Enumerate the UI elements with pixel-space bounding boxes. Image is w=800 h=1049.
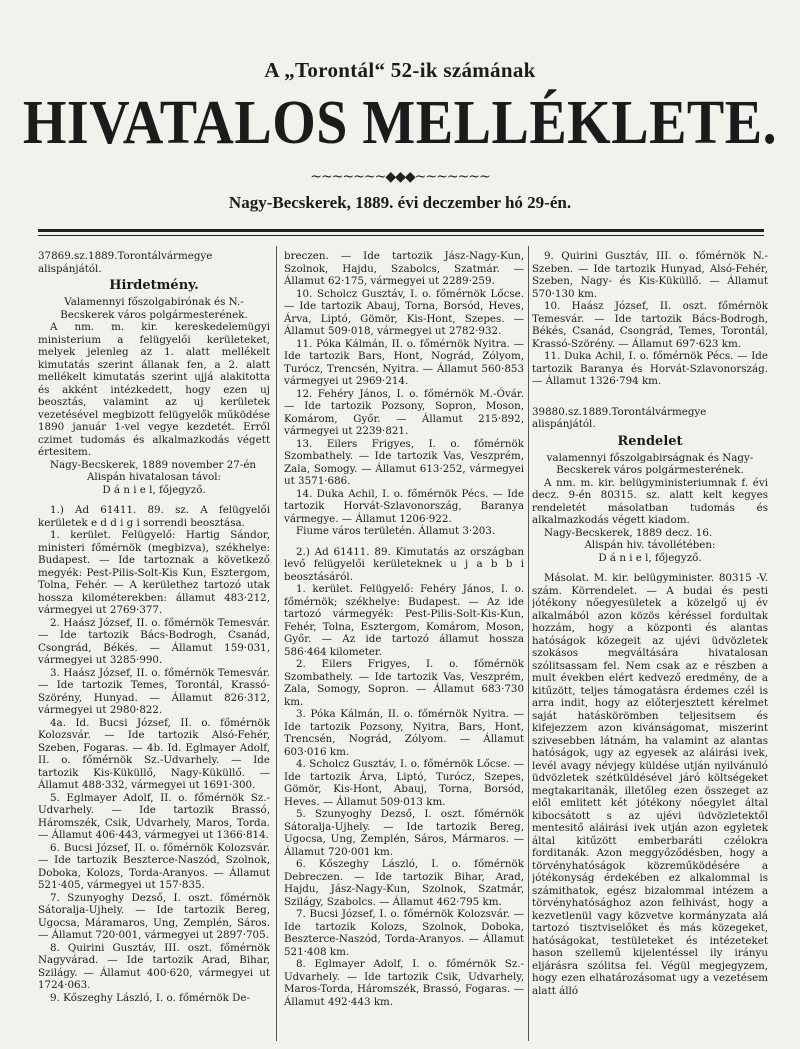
signature-line-2: D á n i e l, főjegyző. (102, 483, 206, 496)
list-item: 8. Eglmayer Adolf, I. o. főmérnök Sz.-Udvarhely. — Ide tartozik Csik, Udvarhely, Maros-Torda, Háromszék, Brassó, Fogaras. — Államut 492·443 km. (284, 958, 524, 1008)
notice-addressee: Valamennyi főszolgabirónak és N.-Becskerek város polgármesterének. (60, 296, 248, 321)
list-item: 9. Kőszeghy László, I. o. főmérnök De- (50, 991, 250, 1004)
notice-reference: 37869.sz.1889.Torontálvármegye alispánjától. (38, 250, 213, 275)
paragraph-date: Nagy-Becskerek, 1889 decz. 16. (544, 526, 713, 539)
decree-addressee: valamennyi főszolgabirságnak és Nagy-Becskerek város polgármesterének. (546, 451, 754, 476)
list-item: 6. Kőszeghy László, I. o. főmérnök Debreczen. — Ide tartozik Bihar, Arad, Hajdu, Jász-Nagy-Kun, Szolnok, Szatmár, Szilágy, Szabolcs. — Államut 462·795 km. (284, 858, 524, 908)
paragraph: A nm. m. kir. belügyministeriumnak f. évi decz. 9-én 80315. sz. alatt kelt kegyes rendeletét másolatban tudomás és alkalmazkodás végett kiadom. (532, 476, 768, 526)
header-line-1: A „Torontál“ 52-ik számának (264, 58, 536, 82)
list-item: 14. Duka Achil, I. o. főmérnök Pécs. — Ide tartozik Horvát-Szlavonország, Baranya vármegye. — Államut 1206·922. (284, 487, 524, 525)
list-item: 7. Bucsi József, I. o. főmérnök Kolozsvár. — Ide tartozik Kolozs, Szolnok, Doboka, Beszterce-Naszód, Torda-Aranyos. — Államut 521·408 km. (284, 908, 524, 958)
place-date-line: Nagy-Becskerek, 1889. évi deczember hó 29-én. (228, 193, 572, 212)
column-3 (532, 250, 768, 1042)
list-item: 4a. Id. Bucsi József, II. o. főmérnök Kolozsvár. — Ide tartozik Alsó-Fehér, Szeben, Fogaras. — 4b. Id. Eglmayer Adolf, II. o. főmérnök Sz.-Udvarhely. — Ide tartozik Kis-Küküllő, Nagy-Küküllő. — Államut 488·332, vármegyei ut 1691·300. (38, 716, 270, 791)
column-divider-1 (276, 246, 277, 1041)
list-item: 8. Quirini Gusztáv, III. oszt. főmérnök Nagyvárad. — Ide tartozik Arad, Bihar, Szilágy. — Államut 400·620, vármegyei ut 1724·063. (38, 941, 270, 991)
paragraph: A nm. m. kir. kereskedelemügyi ministerium a felügyelői kerületeket, melyek jelenleg az 1. alatt mellékelt kimutatás szerint állanak fen, a 2. alatt mellékelt kimutatás szerint ujjá alakitotta és akként intézkedett, hogy ezen uj beosztás, valamint az uj kerületek vezetésével megbizott felügyelők működése 1890 január 1-vel vegye kezdetét. Erről czimet tudomás és alkalmazkodás végett értesitem. (38, 321, 270, 458)
ornament-divider: ~~~~~~~◆◆◆~~~~~~~ (310, 169, 490, 185)
list-item: 10. Haász József, II. oszt. főmérnök Temesvár. — Ide tartozik Bács-Bodrogh, Békés, Csanád, Csongrád, Temes, Torontál, Krassó-Szörény. — Államut 697·623 km. (532, 300, 768, 350)
list-item: 5. Eglmayer Adolf, II. o. főmérnök Sz.-Udvarhely. — Ide tartozik Brassó, Háromszék, Csik, Udvarhely, Maros, Torda. — Államut 406·443, vármegyei ut 1366·814. (38, 791, 270, 841)
list-item: 7. Szunyoghy Dezső, I. oszt. főmérnök Sátoralja-Ujhely. — Ide tartozik Bereg, Ugocsa, Máramaros, Ung, Zemplén, Sáros. — Államut 720·001, vármegyei ut 2897·705. (38, 891, 270, 941)
list-item: 10. Scholcz Gusztáv, I. o. főmérnök Lőcse. — Ide tartozik Abauj, Torna, Borsód, Heves, Árva, Liptó, Gömör, Kis-Hont, Szepes. — Államut 509·018, vármegyei ut 2782·932. (284, 287, 524, 337)
column-1 (38, 250, 270, 1042)
section-heading: 1.) Ad 61411. 89. sz. A felügyelői kerületek e d d i g i sorrendi beosztása. (38, 504, 270, 529)
list-item: 12. Fehéry János, I. o. főmérnök M.-Óvár. — Ide tartozik Pozsony, Sopron, Moson, Komárom, Győr. — Államut 215·892, vármegyei ut 2239·821. (284, 387, 524, 437)
list-item: 3. Póka Kálmán, II. o. főmérnök Nyitra. — Ide tartozik Pozsony, Nyitra, Bars, Hont, Trencsén, Nográd, Zólyom. — Államut 603·016 km. (284, 708, 524, 758)
signature-line-2: D á n i e l, főjegyző. (598, 551, 702, 564)
column-2 (284, 250, 524, 1042)
header-rule-thick (38, 229, 764, 232)
list-item: 2. Eilers Frigyes, I. o. főmérnök Szombathely. — Ide tartozik Vas, Veszprém, Zala, Somogy, Sopron. — Államut 683·730 km. (284, 658, 524, 708)
list-item: 11. Duka Achil, I. o. főmérnök Pécs. — Ide tartozik Baranya és Horvát-Szlavonország. — Államut 1326·794 km. (532, 350, 768, 387)
list-item: 13. Eilers Frigyes, I. o. főmérnök Szombathely. — Ide tartozik Vas, Veszprém, Zala, Somogy. — Államut 613·252, vármegyei ut 3571·686. (284, 437, 524, 487)
signature-line-1: Alispán hivatalosan távol: (87, 471, 221, 483)
decree-title: Rendelet (617, 433, 683, 449)
list-item: 2. Haász József, II. o. főmérnök Temesvár. — Ide tartozik Bács-Bodrogh, Csanád, Csongrád, Békés. — Államut 159·031, vármegyei ut 3285·990. (38, 616, 270, 666)
notice-title: Hirdetmény. (109, 278, 199, 293)
document-title: HIVATALOS MELLÉKLETE. (22, 88, 778, 158)
signature-line-1: Alispán hiv. távollétében: (584, 539, 716, 551)
list-item: 11. Póka Kálmán, II. o. főmérnök Nyitra. — Ide tartozik Bars, Hont, Nográd, Zólyom, Turócz, Trencsén, Nyitra. — Államut 560·853 vármegyei ut 2969·214. (284, 337, 524, 387)
list-item: 5. Szunyoghy Dezső, I. oszt. főmérnök Sátoralja-Ujhely. — Ide tartozik Bereg, Ugocsa, Ung, Zemplén, Sáros, Mármaros. — Államut 720·001 km. (284, 808, 524, 858)
column-divider-2 (528, 246, 529, 1041)
list-item: 3. Haász József, II. o. főmérnök Temesvár. — Ide tartozik Temes, Torontál, Krassó-Szörény, Hunyad. — Államut 826·312, vármegyei ut 2980·822. (38, 666, 270, 716)
list-item: 9. Quirini Gusztáv, III. o. főmérnök N.-Szeben. — Ide tartozik Hunyad, Alsó-Fehér, Szeben, Nagy- és Kis-Küküllő. — Államut 570·130 km. (532, 250, 768, 300)
list-item: 1. kerület. Felügyelő: Hartig Sándor, ministeri főmérnök (megbizva), székhelye: Budapest. — Ide tartoznak a következő megyék: Pest-Pilis-Solt-Kis Kun, Esztergom, Tolna, Fehér. — A kerülethez tartozó utak hossza kilométerekben: államut 483·212, vármegyei ut 2769·377. (38, 529, 270, 616)
paragraph-date: Nagy-Becskerek, 1889 november 27-én (50, 458, 257, 471)
list-item: 4. Scholcz Gusztáv, I. o. főmérnök Lőcse. — Ide tartozik Árva, Liptó, Turócz, Szepes, Gömör, Kis-Hont, Abauj, Torna, Borsód, Heves. — Államut 509·013 km. (284, 758, 524, 808)
list-item: Fiume város területén. Államut 3·203. (296, 525, 496, 537)
decree-reference: 39880.sz.1889.Torontálvármegye alispánjától. (532, 405, 707, 430)
header-rule-thin (38, 235, 764, 236)
list-item: breczen. — Ide tartozik Jász-Nagy-Kun, Szolnok, Hajdu, Szabolcs, Szatmár. — Államut 62·175, vármegyei ut 2289·259. (284, 250, 524, 287)
paragraph-copy: Másolat. M. kir. belügyminister. 80315 -V. szám. Körrendelet. — A budai és pesti jótékony nőegyesületek a közelgő uj év alkalmából azon közös kéréssel fordultak hozzám, hogy a központi és alantas hatóságok közegeit az ujévi üdvözletek szokásos megváltására hivatalosan szólitsassam fel. Nem csak az e részben a mult években elért kedvező eredmény, de a kitűzött, teljes támogatásra érdemes czél is arra indit, hogy az előterjesztett kérelmet saját hatáskörömben teljesitsem és kifejezzem azon kivánságomat, miszerint szivesebben látnám, ha valamint az alantas hatóságok, ugy az egyesek az aláirási ivek, levél avagy névjegy küldése utján nyilvánuló üdvözletek szétküldésével járó költségeket megtakaritanák, illetőleg ezen összeget az elől emlitett két jótékony nőegylet által kibocsátott s az ujévi üdvözletektől mentesitő aláirási ivek utján azon egyletek által kitűzött emberbaráti czélokra forditanák. Azon meggyőződésben, hogy a törvényhatóságok közreműködésére a jótékonyság érdekében ez alkalommal is számithatok, egész bizalommal intézem a törvényhatósághoz azon felhivást, hogy a kezvetlenül vagy közvetve kormányzata alá tartozó tisztviselőket és más közegeket, hatóságokat, testületeket és intézeteket hason szellemű kijelentéssel ily irányu eljárásra szólitsa fel. Végül megjegyzem, hogy ezen elhatározásomat ugy a vezetésem alatt álló (532, 572, 768, 997)
section-heading: 2.) Ad 61411. 89. Kimutatás az országban levő felügyelői kerületeknek u j a b b i beosztásáról. (284, 545, 524, 583)
list-item: 1. kerület. Felügyelő: Fehéry János, I. o. főmérnök; székhelye: Budapest. — Az ide tartozó vármegyék: Pest-Pilis-Solt-Kis-Kun, Fehér, Tolna, Esztergom, Komárom, Moson, Győr. — Az ide tartozó államut hossza 586·464 kilometer. (284, 583, 524, 658)
list-item: 6. Bucsi József, II. o. főmérnök Kolozsvár. — Ide tartozik Beszterce-Naszód, Szolnok, Doboka, Kolozs, Torda-Aranyos. — Államut 521·405, vármegyei ut 157·835. (38, 841, 270, 891)
